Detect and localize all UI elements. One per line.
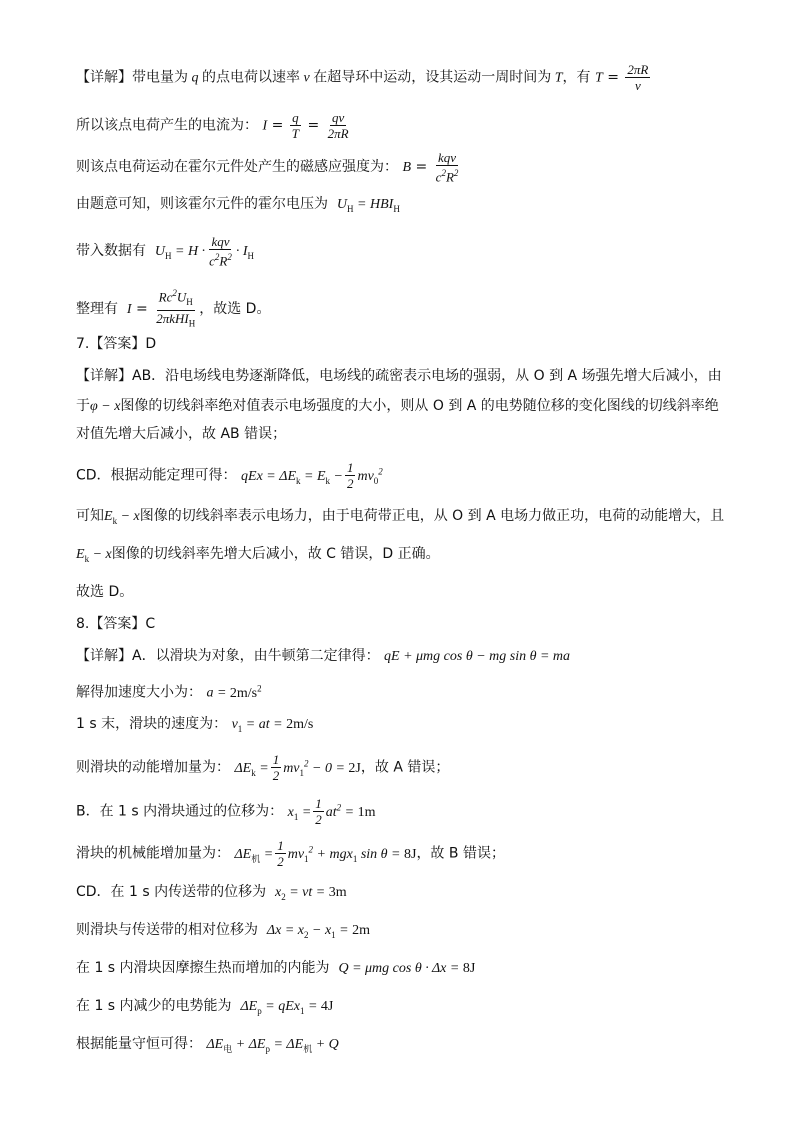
text: 由题意可知，则该霍尔元件的霍尔电压为 [76, 196, 328, 212]
text: 滑块的机械能增加量为： [76, 845, 230, 862]
q7-line-6: $E_k - x$图像的切线斜率先增大后减小，故 C 错误，D 正确。 [76, 546, 440, 564]
q8-line-8: 则滑块与传送带的相对位移为 $\Delta x = x_2 - x_1 = 2m$ [76, 922, 371, 940]
text: 图像的切线斜率表示电场力，由于电荷带正电，从 O 到 A 电场力做正功，电荷的动能增大，且 [139, 508, 725, 524]
text: 1 s 末，滑块的速度为： [76, 716, 228, 732]
text: 则滑块与传送带的相对位移为 [76, 922, 258, 938]
q8-line-10: 在 1 s 内减少的电势能为 $\Delta E_p = qEx_1 = 4J$ [76, 998, 334, 1016]
q8-line-1: 【详解】A．以滑块为对象，由牛顿第二定律得： qE + μmg cos θ − mg sin θ = ma [76, 648, 571, 664]
line-4: 由题意可知，则该霍尔元件的霍尔电压为 $U_H = HBI_H$ [76, 196, 400, 214]
text: ，有 [562, 69, 591, 86]
line-2: 所以该点电荷产生的电流为： I = $\frac{q}{T}$ = $\frac{qv}{2\pi R}$ [76, 110, 349, 141]
text: 所以该点电荷产生的电流为： [76, 117, 258, 134]
text: ，故选 D。 [199, 300, 271, 317]
q7-answer: 7.【答案】D [76, 336, 157, 352]
q7-line-4: CD．根据动能定理可得： qEx = $\Delta E_k = E_k$ − $\frac{1}{2}$ $mv_0^2$ [76, 460, 383, 491]
line-3: 则该点电荷运动在霍尔元件处产生的磁感应强度为： B = $\frac{\text{kqv}}{c^2R^2}$ [76, 150, 459, 185]
text: 的点电荷以速率 [202, 69, 300, 86]
text: 则滑块的动能增加量为： [76, 759, 230, 776]
q8-line-2: 解得加速度大小为： $a = 2m/s^2$ [76, 683, 262, 701]
line-5: 带入数据有 $U_H = H$ · $\frac{\text{kqv}}{c^2R^2}$ · $I_H$ [76, 234, 254, 269]
q8-answer: 8.【答案】C [76, 616, 156, 632]
q8-line-4: 则滑块的动能增加量为： $\Delta E_k$ = $\frac{1}{2}$ $mv_1^2 - 0 = 2J$，故 A 错误； [76, 752, 450, 783]
q7-line-7: 故选 D。 [76, 584, 134, 600]
q7-line-5: 可知$E_k - x$图像的切线斜率表示电场力，由于电荷带正电，从 O 到 A 电场力做正功，电荷的动能增大，且 [76, 508, 725, 526]
text: 可知 [76, 508, 104, 524]
text: 整理有 [76, 300, 118, 317]
q7-line-1: 【详解】AB．沿电场线电势逐渐降低，电场线的疏密表示电场的强弱，从 O 到 A 场强先增大后减小，由 [76, 368, 722, 384]
text: CD．在 1 s 内传送带的位移为 [76, 884, 267, 900]
text: 在 1 s 内滑块因摩擦生热而增加的内能为 [76, 960, 330, 976]
q8-line-7: CD．在 1 s 内传送带的位移为 $x_2$ = vt = 3m [76, 884, 347, 902]
q8-line-6: 滑块的机械能增加量为： $\Delta E_机$ = $\frac{1}{2}$ $mv_1^2 + mgx_1$ sin θ = 8J，故 B 错误； [76, 838, 505, 869]
text: 在超导环中运动，设其运动一周时间为 [313, 69, 552, 86]
line-6: 整理有 I = $\frac{Rc^2U_H}{2\pi kHI_H}$ ，故选 D。 [76, 288, 271, 329]
text: 根据能量守恒可得： [76, 1036, 202, 1052]
text: 图像的切线斜率绝对值表示电场强度的大小，则从 O 到 A 的电势随位移的变化图线的切线斜率绝 [120, 398, 719, 414]
text: 在 1 s 内减少的电势能为 [76, 998, 232, 1014]
text: CD．根据动能定理可得： [76, 467, 237, 484]
q8-line-11: 根据能量守恒可得： $\Delta E_电 + \Delta E_p = \Delta E_机 + Q$ [76, 1036, 339, 1054]
q7-line-3: 对值先增大后减小，故 AB 错误； [76, 426, 287, 442]
text: 解得加速度大小为： [76, 684, 202, 701]
q8-line-3: 1 s 末，滑块的速度为： $v_1$ = at = 2m/s [76, 716, 314, 734]
line-1: 【详解】带电量为 q 的点电荷以速率 v 在超导环中运动，设其运动一周时间为 T，有 T = $\frac{2\pi R}{v}$ [76, 62, 649, 93]
text: 图像的切线斜率先增大后减小，故 C 错误，D 正确。 [111, 546, 440, 562]
q8-line-5: B．在 1 s 内滑块通过的位移为： $x_1$ = $\frac{1}{2}$ $at^2 = 1m$ [76, 796, 376, 827]
text: B．在 1 s 内滑块通过的位移为： [76, 803, 284, 820]
text: 【详解】带电量为 [76, 69, 188, 86]
text: 【详解】A．以滑块为对象，由牛顿第二定律得： [76, 648, 380, 664]
text: ，故 A 错误； [360, 759, 450, 776]
text: 则该点电荷运动在霍尔元件处产生的磁感应强度为： [76, 159, 398, 176]
q8-line-9: 在 1 s 内滑块因摩擦生热而增加的内能为 Q = μmg cos θ · Δx = 8J [76, 960, 476, 976]
text: 于 [76, 398, 90, 414]
text: 带入数据有 [76, 243, 146, 260]
q7-line-2: 于φ − x图像的切线斜率绝对值表示电场强度的大小，则从 O 到 A 的电势随位移的变化图线的切线斜率绝 [76, 398, 719, 414]
text: ，故 B 错误； [416, 845, 505, 862]
